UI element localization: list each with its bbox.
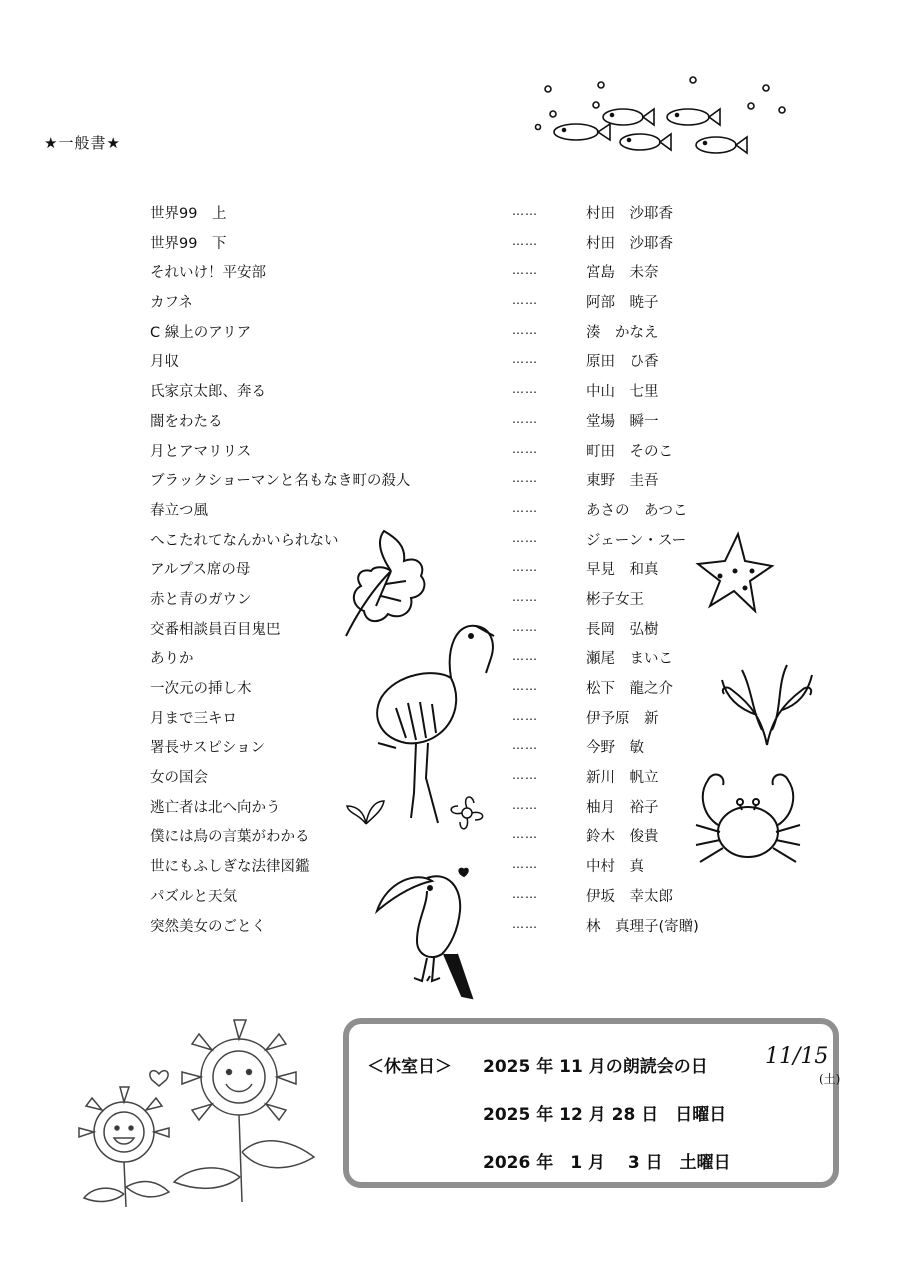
sunflower-icon [174, 1020, 314, 1202]
book-row [0, 232, 905, 262]
crab-icon [688, 760, 808, 880]
book-title: カフネ [150, 295, 193, 312]
book-row [0, 410, 905, 440]
sunflower-illustration [74, 1012, 324, 1212]
leader-dots: …… [512, 322, 538, 337]
book-title: それいけ！平安部 [150, 265, 266, 282]
toucan-icon [372, 866, 487, 1001]
book-author: 瀬尾 まいこ [586, 651, 673, 668]
book-row [0, 469, 905, 499]
leader-dots: …… [512, 857, 538, 872]
leader-dots: …… [512, 886, 538, 901]
leader-dots: …… [512, 263, 538, 278]
book-title: 僕には鳥の言葉がわかる [150, 829, 310, 846]
book-row [0, 380, 905, 410]
book-title: へこたれてなんかいられない [150, 532, 339, 549]
fish-icon [603, 109, 654, 125]
leader-dots: …… [512, 293, 538, 308]
handwritten-date: 11/15 [765, 1044, 829, 1069]
book-author: 新川 帆立 [586, 770, 659, 787]
leader-dots: …… [512, 708, 538, 723]
book-author: 林 真理子(寄贈) [586, 918, 699, 935]
book-author: 宮島 未奈 [586, 265, 659, 282]
handwritten-weekday: (土) [819, 1072, 841, 1086]
leader-dots: …… [512, 352, 538, 367]
book-author: 彬子女王 [586, 591, 644, 608]
sunflower-icon [79, 1087, 169, 1207]
book-title: 月収 [150, 354, 179, 371]
book-title: 世界99 上 [150, 206, 227, 222]
book-title: 赤と青のガウン [150, 591, 252, 608]
leader-dots: …… [512, 500, 538, 515]
closed-date-line: 2025 年 12 月 28 日 日曜日 [483, 1105, 727, 1125]
book-author: あさの あつこ [586, 502, 688, 519]
book-title: 氏家京太郎、奔る [150, 384, 266, 401]
book-title: C 線上のアリア [150, 324, 252, 341]
leader-dots: …… [512, 797, 538, 812]
book-row [0, 321, 905, 351]
coral-icon [712, 650, 822, 750]
fish-illustration [528, 72, 798, 167]
book-author: 町田 そのこ [586, 443, 673, 460]
book-author: 東野 圭吾 [586, 473, 659, 490]
closed-days-label: ＜休室日＞ [367, 1057, 452, 1077]
book-title: 世界99 下 [150, 235, 227, 252]
heart-icon [150, 1071, 168, 1086]
starfish-icon [690, 526, 780, 616]
fish-icon [620, 134, 671, 150]
leader-dots: …… [512, 649, 538, 664]
leader-dots: …… [512, 411, 538, 426]
fish-icon [554, 124, 610, 140]
fish-icon [667, 109, 720, 125]
book-author: 伊予原 新 [586, 710, 659, 727]
leader-dots: …… [512, 589, 538, 604]
book-row [0, 202, 905, 232]
leader-dots: …… [512, 679, 538, 693]
leader-dots: …… [512, 441, 538, 456]
book-author: 柚月 裕子 [586, 799, 659, 816]
book-title: ブラックショーマンと名もなき町の殺人 [150, 473, 411, 490]
book-author: 阿部 暁子 [586, 295, 659, 312]
closed-days-box [343, 1018, 839, 1188]
fish-icon [696, 137, 747, 153]
book-row [0, 440, 905, 470]
book-title: パズルと天気 [150, 888, 237, 905]
leader-dots: …… [512, 233, 538, 248]
sprout-icon [344, 796, 389, 826]
section-heading: ★一般書★ [44, 134, 121, 152]
leader-dots: …… [512, 382, 538, 397]
book-row [0, 350, 905, 380]
book-author: 中村 真 [586, 859, 644, 876]
book-row [0, 499, 905, 529]
leader-dots: …… [512, 827, 538, 842]
book-title: 春立つ風 [150, 502, 208, 519]
book-title: アルプス席の母 [150, 562, 251, 579]
book-title: 交番相談員百目鬼巴 [150, 621, 281, 638]
leader-dots: …… [512, 738, 538, 753]
book-author: 伊坂 幸太郎 [586, 888, 673, 905]
book-title: 月とアマリリス [150, 443, 252, 460]
book-author: 堂場 瞬一 [586, 413, 659, 430]
book-author: 松下 龍之介 [586, 681, 673, 697]
book-author: 長岡 弘樹 [586, 621, 659, 638]
book-author: 中山 七里 [586, 384, 659, 401]
book-title: 署長サスピション [150, 740, 266, 757]
flower-icon [442, 788, 492, 838]
book-title: ありか [150, 651, 194, 668]
leader-dots: …… [512, 619, 538, 634]
book-author: 湊 かなえ [586, 324, 659, 341]
leader-dots: …… [512, 471, 538, 486]
book-title: 女の国会 [150, 770, 208, 787]
book-author: 鈴木 俊貴 [586, 829, 659, 846]
book-title: 月まで三キロ [150, 710, 237, 727]
book-row [0, 261, 905, 291]
leader-dots: …… [512, 204, 538, 218]
book-author: 原田 ひ香 [586, 354, 659, 371]
leader-dots: …… [512, 530, 538, 545]
book-title: 逃亡者は北へ向かう [150, 799, 281, 816]
book-author: 早見 和真 [586, 562, 659, 579]
book-author: 今野 敏 [586, 740, 644, 757]
book-title: 世にもふしぎな法律図鑑 [150, 859, 310, 876]
book-row [0, 291, 905, 321]
book-title: 闇をわたる [150, 413, 223, 430]
book-title: 一次元の挿し木 [150, 681, 252, 697]
book-title: 突然美女のごとく [150, 918, 266, 935]
book-author: 村田 沙耶香 [586, 206, 673, 222]
leader-dots: …… [512, 768, 538, 783]
leader-dots: …… [512, 560, 538, 575]
closed-date-line: 2026 年 1 月 3 日 土曜日 [483, 1153, 731, 1173]
leader-dots: …… [512, 916, 538, 931]
reading-event-line: 2025 年 11 月の朗読会の日 [483, 1057, 708, 1077]
book-author: ジェーン・スー [586, 532, 687, 549]
book-author: 村田 沙耶香 [586, 235, 673, 252]
